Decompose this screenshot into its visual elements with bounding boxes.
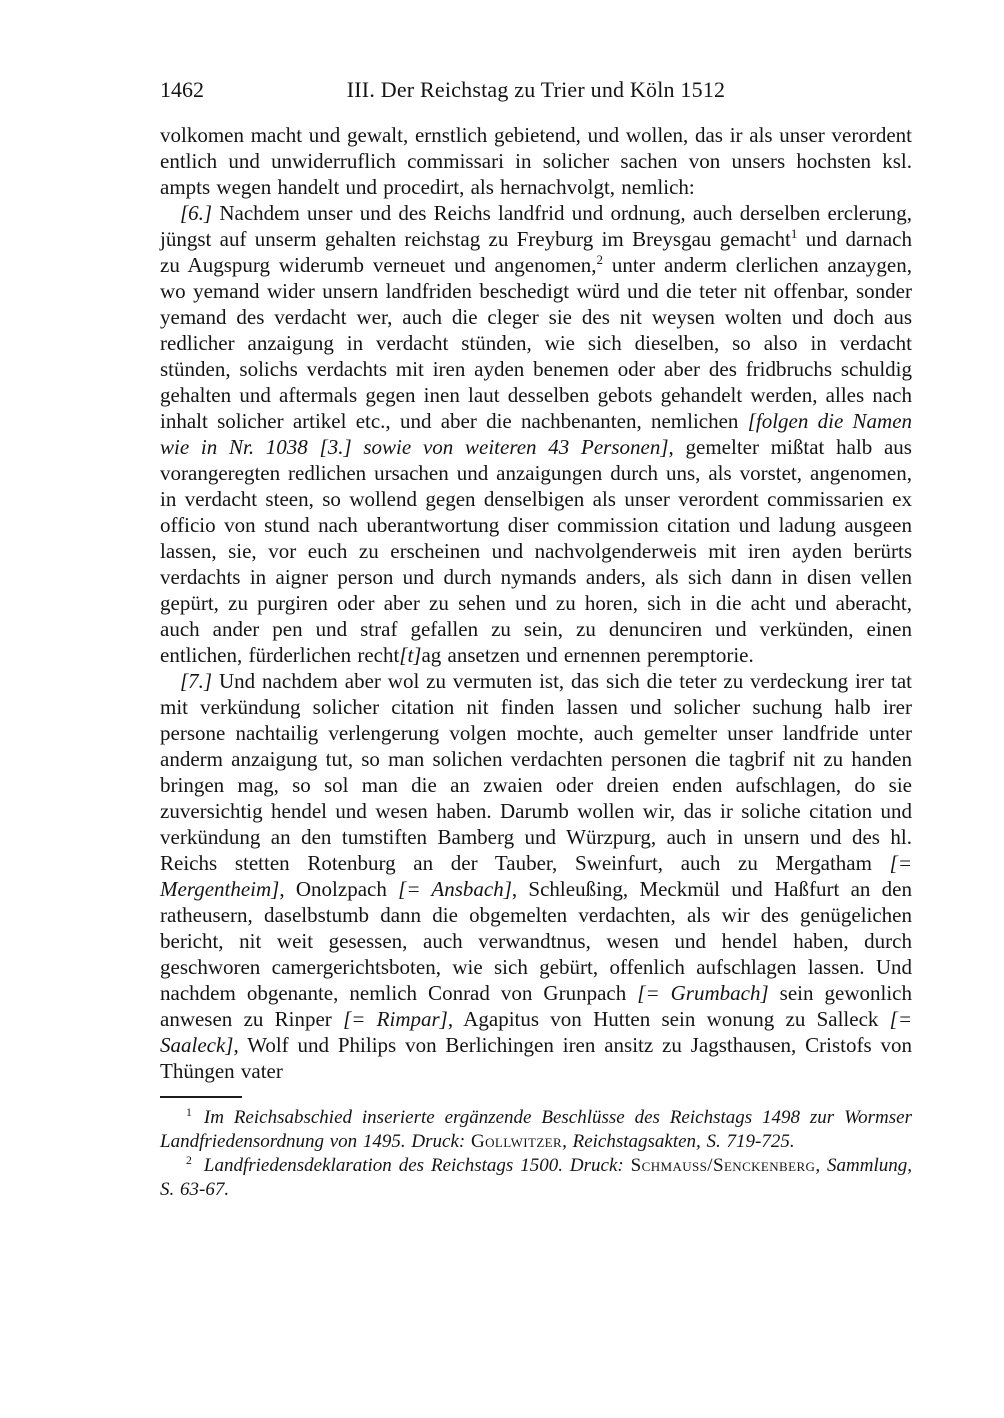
text-run: Nachdem unser und des Reichs landfrid und ordnung, auch derselben erclerung, jüngst auf unserm gehalten reichstag zu Freyburg im Breysgau gemacht [160,201,912,251]
text-run: , Wolf und Philips von Berlichingen iren ansitz zu Jagsthausen, Cristofs von Thüngen vater [160,1033,912,1083]
text-run: Und nachdem aber wol zu vermuten ist, das sich die teter zu verdeckung irer tat mit verkündung solicher citation nit finden lassen und solicher suchung halb irer persone nachtailig verlengerung volgen mochte, auch gemelter unser landfride unter anderm anzaigung tut, so man solichen verdachten personen die tagbrif nit zu handen bringen mag, so sol man die an zwaien oder dreien enden aufschlagen, do sie zuversichtig hendel und wesen haben. Darumb wollen wir, das ir soliche citation und verkündung an den tumstiften Bamberg und Würzpurg, auch in unsern und des hl. Reichs stetten Rotenburg an der Tauber, Sweinfurt, auch zu Mergatham [160,669,912,875]
page-header [160,76,912,104]
footnote-separator [160,1096,242,1098]
footnote [160,1106,912,1154]
body-paragraphs [160,122,912,1084]
text-run: [t] [399,643,422,667]
text-run: , Reichstagsakten, S. 719-725. [562,1131,795,1152]
footnote-reference: 1 [790,226,798,241]
paragraph [160,200,912,668]
text-run: Landfriedensdeklaration des Reichstags 1500. Druck: [203,1155,631,1176]
text-run: [= Rimpar] [343,1007,448,1031]
text-run: , gemelter mißtat halb aus vorangeregten redlichen ursachen und anzaigungen durch uns, als vorstet, angenomen, in verdacht steen, so wollend gegen denselbigen als unser verordent commissarien ex officio von stund nach uberantwortung diser commission citation und ladung ausgeen lassen, sie, vor euch zu erscheinen und nachvolgenderweis mit iren ayden berürts verdachts in aigner person und durch nymands anders, als sich dann in disen vellen gepürt, zu purgiren oder aber zu sehen und zu horen, sich in die acht und aberacht, auch ander pen und straf gefallen zu sein, zu denunciren und verkünden, einen entlichen, fürderlichen recht [160,435,912,667]
running-title: III. Der Reichstag zu Trier und Köln 1512 [346,77,726,102]
footnote-marker: 2 [186,1153,192,1167]
paragraph [160,122,912,200]
text-run: [7.] [180,669,219,693]
text-run: [= Ansbach] [398,877,512,901]
text-run: , Onolzpach [279,877,399,901]
text-run: und darnach zu Augspurg widerumb verneuet und angenomen, [160,227,912,277]
text-run: ag ansetzen und ernennen peremptorie. [421,643,754,667]
text-run: Gollwitzer [470,1131,563,1152]
footnotes-list [160,1106,912,1202]
text-run: Im Reichsabschied inserierte ergänzende Beschlüsse des Reichstags 1498 zur Wormser Landfriedensordnung von 1495. Druck: [160,1107,912,1152]
text-run: sein gewonlich anwesen zu Rinper [160,981,912,1031]
text-run: [= Mergentheim] [160,851,912,901]
text-run: , Schleußing, Meckmül und Haßfurt an den ratheusern, daselbstumb dann die obgemelten verdachten, als wir des genügelichen bericht, nit weit gesessen, auch verwandtnus, wesen und hendel haben, durch geschworen camergerichtsboten, wie sich gebürt, offenlich aufschlagen lassen. Und nachdem obgenante, nemlich Conrad von Grunpach [160,877,912,1005]
text-run: , Sammlung, S. 63-67. [160,1155,912,1200]
footnote-reference: 2 [596,252,604,267]
text-run: [= Grumbach] [637,981,769,1005]
text-run: [6.] [180,201,220,225]
text-run: [= Saaleck] [160,1007,913,1057]
text-run: Schmauss/Senckenberg [630,1155,816,1176]
text-run: volkomen macht und gewalt, ernstlich gebietend, und wollen, das ir als unser verordent entlich und unwiderruflich commissari in solicher sachen von unsers hochsten ksl. ampts wegen handelt und procedirt, als hernachvolgt, nemlich: [160,123,912,199]
paragraph [160,668,912,1084]
footnote [160,1154,912,1202]
text-run: [folgen die Namen wie in Nr. 1038 [3.] sowie von weiteren 43 Personen] [160,409,913,459]
text-column [160,76,912,1202]
footnote-marker: 1 [186,1105,192,1119]
text-run: unter anderm clerlichen anzaygen, wo yemand wider unsern landfriden beschedigt würd und die teter nit offenbar, sonder yemand des verdacht wer, auch die cleger sie des nit weysen wolten und doch aus redlicher anzaigung in verdacht stünden, wie sich dieselben, so also in verdacht stünden, solichs verdachts mit iren ayden benemen oder aber des fridbruchs schuldig gehalten und aftermals gegen inen laut desselben gebots gehandelt werden, alles nach inhalt solicher artikel etc., und aber die nachbenanten, nemlichen [160,253,912,433]
text-run: , Agapitus von Hutten sein wonung zu Salleck [447,1007,890,1031]
page-number: 1462 [160,77,204,102]
